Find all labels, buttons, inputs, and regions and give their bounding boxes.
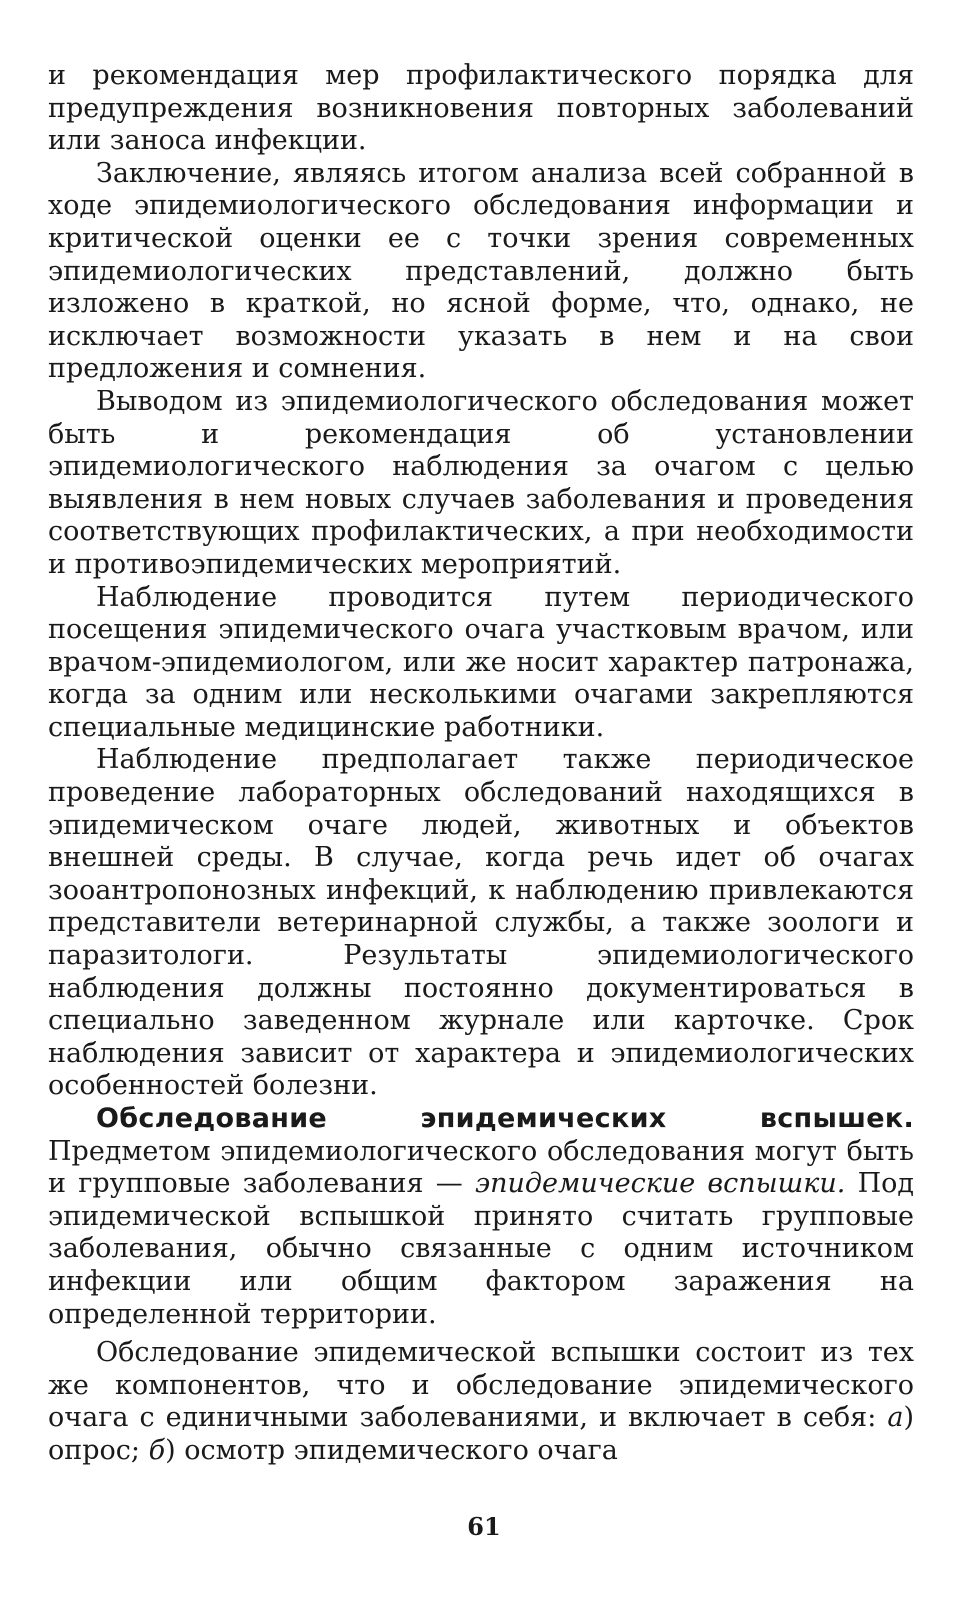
item-b-text: ) осмотр эпидемического очага — [165, 1434, 618, 1466]
paragraph-lab-observation: Наблюдение предполагает также периодическое проведение лабораторных обследований находящихся в эпидемическом очаге людей, животных и объектов внешней среды. В случае, когда речь идет об очагах зооантропонозных инфекций, к наблюдению привлекаются представители ветеринарной службы, а также зоологи и паразитологи. Результаты эпидемиологического наблюдения должны постоянно документироваться в специально заведенном журнале или карточке. Срок наблюдения зависит от характера и эпидемиологических особенностей болезни. — [48, 744, 914, 1102]
last-paragraph-start: Обследование эпидемической вспышки состоит из тех же компонентов, что и обследование эпидемического очага с единичными заболеваниями, и включает в себя: — [48, 1337, 914, 1434]
page-body — [48, 60, 914, 1468]
item-b-letter: б — [148, 1434, 166, 1466]
section-heading: Обследование эпидемических вспышек. — [96, 1103, 914, 1134]
paragraph-outbreak-section — [48, 1103, 914, 1331]
item-a-letter: а — [887, 1402, 904, 1434]
paragraph-observation: Наблюдение проводится путем периодического посещения эпидемического очага участковым врачом, или врачом-эпидемиологом, или же носит характер патронажа, когда за одним или несколькими очагами закрепляются специальные медицинские работники. — [48, 581, 914, 743]
item-a-text: ) опрос; — [48, 1402, 914, 1466]
paragraph-conclusion: Заключение, являясь итогом анализа всей собранной в ходе эпидемиологического обследования информации и критической оценки ее с точки зрения современных эпидемиологических представлений, должно быть изложено в краткой, но ясной форме, что, однако, не исключает возможности указать в нем и на свои предложения и сомнения. — [48, 157, 914, 385]
paragraph-outbreak-investigation — [48, 1337, 914, 1467]
paragraph-recommendation: Выводом из эпидемиологического обследования может быть и рекомендация об установлении эпидемиологического наблюдения за очагом с целью выявления в нем новых случаев заболевания и проведения соответствующих профилактических, а при необходимости и противоэпидемических мероприятий. — [48, 385, 914, 580]
section-text-before-italic: Предметом эпидемиологического обследования могут быть и групповые заболевания — — [48, 1135, 914, 1200]
page-number: 61 — [467, 1512, 501, 1541]
paragraph-continuation: и рекомендация мер профилактического порядка для предупреждения возникновения повторных заболеваний или заноса инфекции. — [48, 60, 914, 157]
section-text-after-italic: Под эпидемической вспышкой принято считать групповые заболевания, обычно связанные с одним источником инфекции или общим фактором заражения на определенной территории. — [48, 1168, 915, 1330]
italic-term: эпидемические вспышки. — [475, 1168, 846, 1200]
